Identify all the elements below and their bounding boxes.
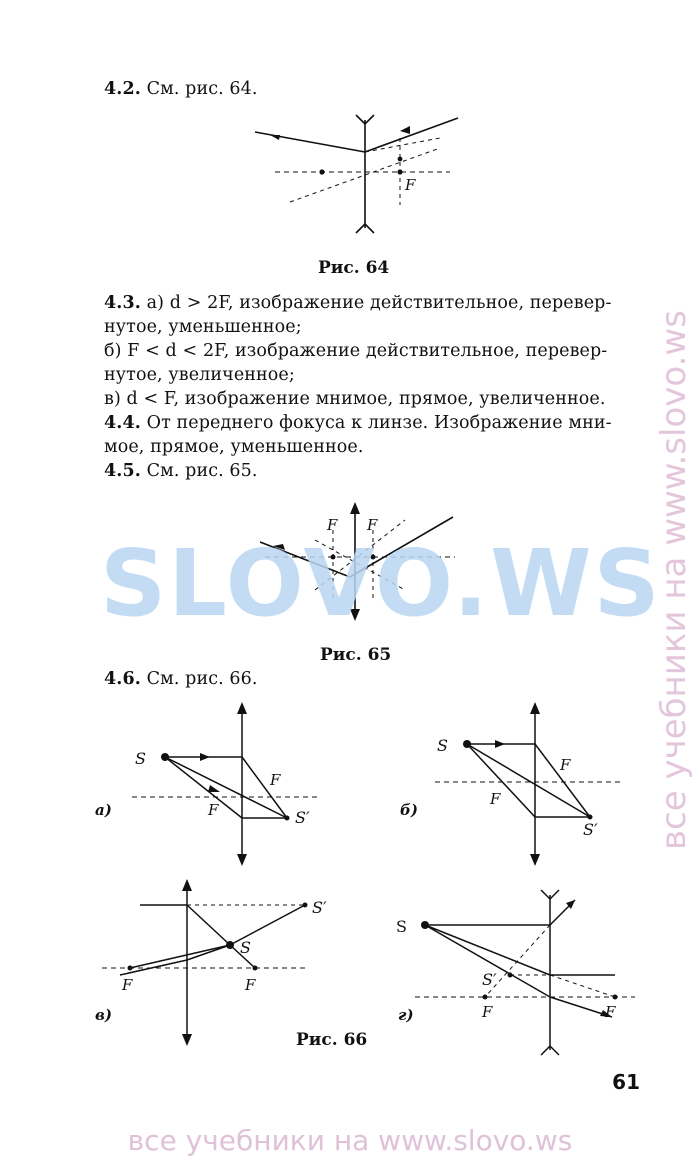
focus-label-left: F: [122, 976, 133, 994]
focus-label-left: F: [482, 1003, 493, 1021]
problem-4-3-b: б) F < d < 2F, изображение действительное, перевер-: [104, 341, 608, 361]
problem-4-5: [104, 461, 258, 481]
problem-4-3-a: [104, 293, 612, 313]
figure-66-b: [395, 700, 635, 870]
problem-text: См. рис. 64.: [140, 79, 258, 99]
problem-number: 4.5.: [104, 461, 141, 481]
subfigure-tag: б): [400, 801, 418, 819]
problem-number: 4.6.: [104, 669, 141, 689]
side-watermark: все учебники на www.slovo.ws: [654, 310, 694, 850]
problem-4-6: [104, 669, 258, 689]
subfigure-tag: в): [95, 1006, 112, 1024]
figure-66-g: [390, 885, 650, 1060]
focus-label-right: F: [605, 1003, 616, 1021]
focus-label-right: F: [367, 516, 378, 534]
focus-label-top: F: [270, 771, 281, 789]
center-watermark: SLOVO.WS: [100, 530, 662, 637]
problem-4-3-b-cont: нутое, увеличенное;: [104, 365, 295, 385]
source-label: S: [240, 938, 251, 957]
image-label: S′: [295, 808, 310, 827]
problem-4-4-cont: мое, прямое, уменьшенное.: [104, 437, 364, 457]
source-label: S: [135, 749, 146, 768]
problem-text: См. рис. 65.: [140, 461, 258, 481]
figure-66-a: [90, 700, 330, 870]
problem-text: а) d > 2F, изображение действительное, перевер-: [140, 293, 612, 313]
focus-label-bottom: F: [490, 790, 501, 808]
problem-number: 4.2.: [104, 79, 141, 99]
focus-label: F: [405, 176, 416, 194]
image-label: S′: [482, 970, 497, 989]
problem-4-4: [104, 413, 612, 433]
bottom-watermark: все учебники на www.slovo.ws: [127, 1124, 573, 1157]
problem-text: От переднего фокуса к линзе. Изображение мни-: [140, 413, 612, 433]
image-label: S′: [312, 898, 327, 917]
page-number: 61: [612, 1070, 640, 1094]
problem-4-3-c: в) d < F, изображение мнимое, прямое, увеличенное.: [104, 389, 606, 409]
subfigure-tag: а): [95, 801, 112, 819]
problem-4-2: [104, 79, 258, 99]
subfigure-tag: г): [398, 1006, 414, 1024]
figure-66-caption: Рис. 66: [296, 1030, 368, 1050]
figure-65-caption: Рис. 65: [320, 645, 392, 665]
problem-number: 4.3.: [104, 293, 141, 313]
focus-label-bottom: F: [208, 801, 219, 819]
problem-text: См. рис. 66.: [140, 669, 258, 689]
focus-label-top: F: [560, 756, 571, 774]
focus-label-left: F: [327, 516, 338, 534]
figure-66-v: [90, 875, 350, 1050]
source-label: S: [396, 917, 407, 936]
focus-label-right: F: [245, 976, 256, 994]
figure-64-caption: Рис. 64: [318, 258, 390, 278]
problem-number: 4.4.: [104, 413, 141, 433]
figure-64: [250, 110, 470, 240]
problem-4-3-a-cont: нутое, уменьшенное;: [104, 317, 302, 337]
source-label: S: [437, 736, 448, 755]
image-label: S′: [583, 820, 598, 839]
